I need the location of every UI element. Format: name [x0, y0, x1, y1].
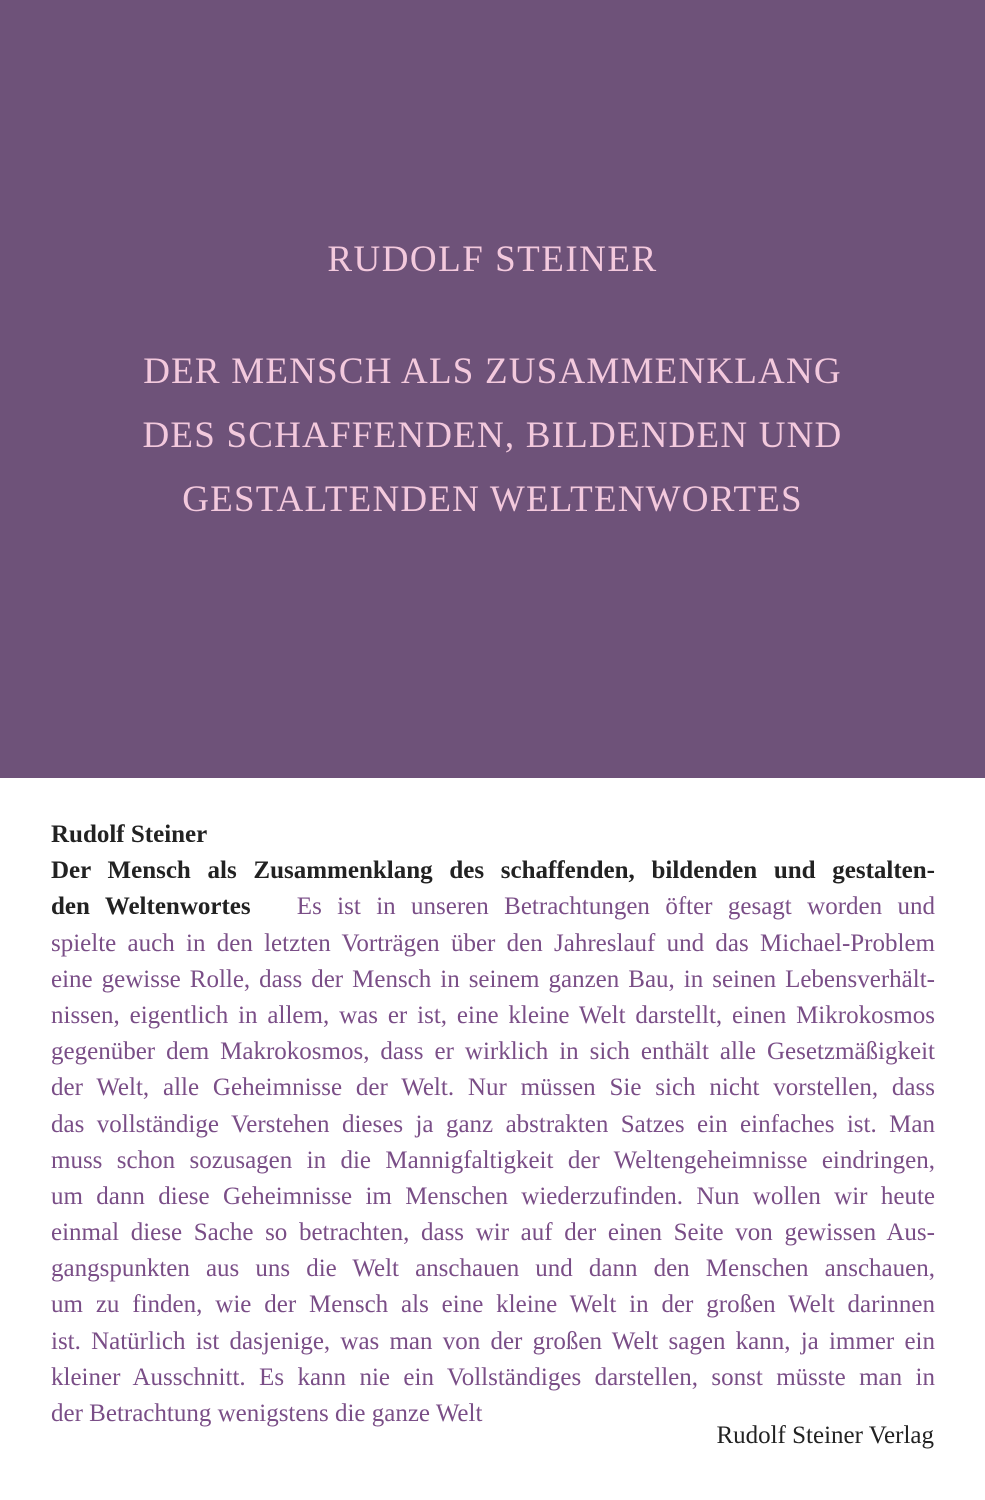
- cover-title-line: DES SCHAFFENDEN, BILDENDEN UND: [142, 415, 843, 456]
- blurb-text: [51, 817, 935, 1432]
- excerpt-line: um dann diese Geheimnisse im Menschen wiederzufinden. Nun wollen wir heute: [51, 1182, 935, 1210]
- blurb-title-end: den Weltenwortes: [51, 893, 251, 921]
- excerpt-line: um zu finden, wie der Mensch als eine kleine Welt in der großen Welt darinnen: [51, 1291, 935, 1319]
- blurb-line: [51, 889, 935, 925]
- cover-author: RUDOLF STEINER: [327, 239, 658, 280]
- excerpt-line: kleiner Ausschnitt. Es kann nie ein Vollständiges darstellen, sonst müsste man in: [51, 1363, 935, 1391]
- excerpt-line: einmal diese Sache so betrachten, dass wir auf der einen Seite von gewissen Aus-: [51, 1219, 935, 1247]
- excerpt-line: muss schon sozusagen in die Mannigfaltigkeit der Weltengeheimnisse eindringen,: [51, 1146, 935, 1174]
- excerpt-line: ist. Natürlich ist dasjenige, was man von der großen Welt sagen kann, ja immer ein: [51, 1327, 935, 1355]
- excerpt-line: eine gewisse Rolle, dass der Mensch in seinem ganzen Bau, in seinen Lebensverhält-: [51, 965, 935, 993]
- excerpt-line: gangspunkten aus uns die Welt anschauen und dann den Menschen anschauen,: [51, 1255, 935, 1283]
- excerpt-line: spielte auch in den letzten Vorträgen über den Jahreslauf und das Michael-Problem: [51, 929, 935, 957]
- excerpt-last-line: der Betrachtung wenigstens die ganze Welt: [51, 1400, 483, 1427]
- blurb-title-line: Der Mensch als Zusammenklang des schaffenden, bildenden und gestalten-: [51, 857, 935, 885]
- excerpt-line: der Welt, alle Geheimnisse der Welt. Nur müssen Sie sich nicht vorstellen, dass: [51, 1074, 935, 1102]
- excerpt-line: das vollständige Verstehen dieses ja ganz abstrakten Satzes ein einfaches ist. Man: [51, 1110, 935, 1138]
- cover-title-line: GESTALTENDEN WELTENWORTES: [182, 479, 803, 520]
- excerpt-start: Es ist in unseren Betrachtungen öfter gesagt worden und: [296, 893, 936, 921]
- cover-title: [0, 340, 985, 532]
- cover-title-line: DER MENSCH ALS ZUSAMMENKLANG: [143, 351, 842, 392]
- blurb-author: Rudolf Steiner: [51, 821, 208, 848]
- publisher-name: Rudolf Steiner Verlag: [716, 1422, 934, 1449]
- excerpt-line: nissen, eigentlich in allem, was er ist, eine kleine Welt darstellt, einen Mikrokosmos: [51, 1001, 935, 1029]
- excerpt-line: gegenüber dem Makrokosmos, dass er wirklich in sich enthält alle Gesetzmäßigkeit: [51, 1038, 935, 1066]
